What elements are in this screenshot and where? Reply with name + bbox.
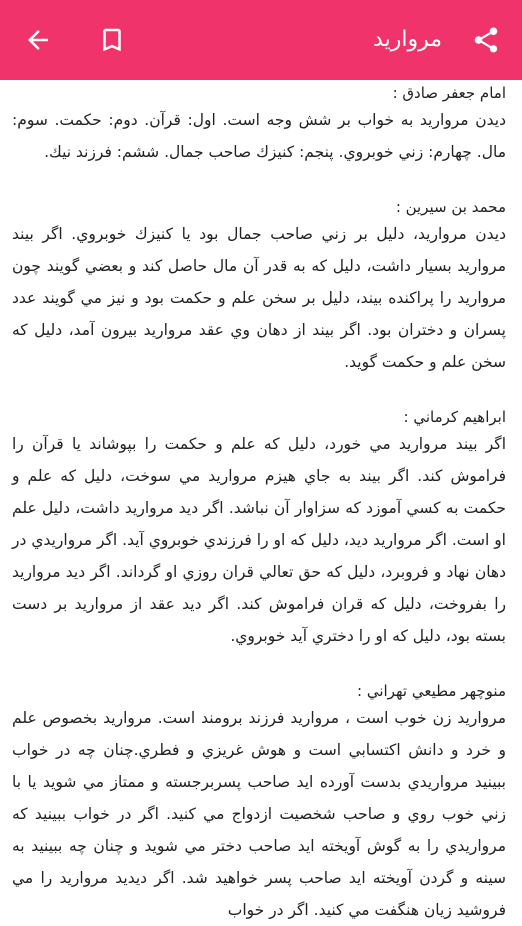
section-body: مرواريد زن خوب است ، مرواريد فرزند برومند است. مرواريد بخصوص علم و خرد و دانش اكتسابي است و هوش غريزي و فطري.چنان چه در خواب ببينيد مرواريدي بدست آورده ايد صاحب پسربرجسته و ممتاز مي شويد يا با زني خوب روي و صاحب شخصيت ازدواج مي كنيد. اگر در خواب ببينيد كه مرواريدي را به گوش آويخته ايد صاحب دختر مي شويد و چنان چه ببينيد به سينه و گردن آويخته ايد صاحب پسر خواهيد شد. اگر ديديد مرواريد را مي فروشيد زيان هنگفت مي كنيد. اگر در خواب [12,709,506,919]
section-body: ديدن مرواريد، دليل بر زني صاحب جمال بود يا كنيزك خوبروي. اگر بيند مرواريد بسيار داشت، دليل كه به قدر آن مال حاصل كند و بعضي گويند چون مرواريد را پراكنده بيند، دليل بر سخن علم و حكمت بود و نيز مي گويند عدد پسران و دختران بود. اگر بيند از دهان وي عقد مرواريد بيرون آمد، دليل كه سخن علم و حكمت گويد. [12,225,506,371]
bookmark-button[interactable] [88,16,136,64]
article-content[interactable] [0,80,522,919]
section-body: اگر بيند مرواريد مي خورد، دليل كه علم و حكمت را بپوشاند يا قرآن را فراموش كند. اگر بيند به جاي هيزم مرواريد مي سوخت، دليل كه علم و حكمت به كسي آموزد كه سزاوار آن نباشد. اگر ديد مرواريد داشت، دليل علم او است. اگر مرواريد ديد، دليل كه او را فرزندي خوبروي آيد. اگر مرواريدي در دهان نهاد و فروبرد، دليل كه حق تعالي قران روزي او گرداند. اگر ديد مرواريد را بفروخت، دليل كه قران فراموش كند. اگر ديد عقد از مرواريد بر دست بسته بود، دليل كه او را دختري آيد خوبروي. [12,435,506,645]
back-button[interactable] [14,16,62,64]
section-sirin [12,196,506,378]
share-button[interactable] [462,16,510,64]
section-title: امام جعفر صادق : [392,84,506,102]
share-icon [471,25,501,55]
bookmark-icon [97,25,127,55]
section-title: ابراهيم كرماني : [403,408,506,426]
section-sadiq [12,82,506,168]
section-kermani [12,406,506,652]
app-bar [0,0,522,80]
section-body: ديدن مرواريد به خواب بر شش وجه است. اول: قرآن. دوم: حكمت. سوم: مال. چهارم: زني خوبروي. پنجم: كنيزك صاحب جمال. ششم: فرزند نيك. [12,111,506,161]
arrow-left-icon [23,25,53,55]
section-tehrani [12,680,506,926]
section-title: محمد بن سيرين : [395,198,506,216]
section-title: منوچهر مطيعي تهراني : [357,682,506,700]
page-title: مروارید [373,27,442,52]
